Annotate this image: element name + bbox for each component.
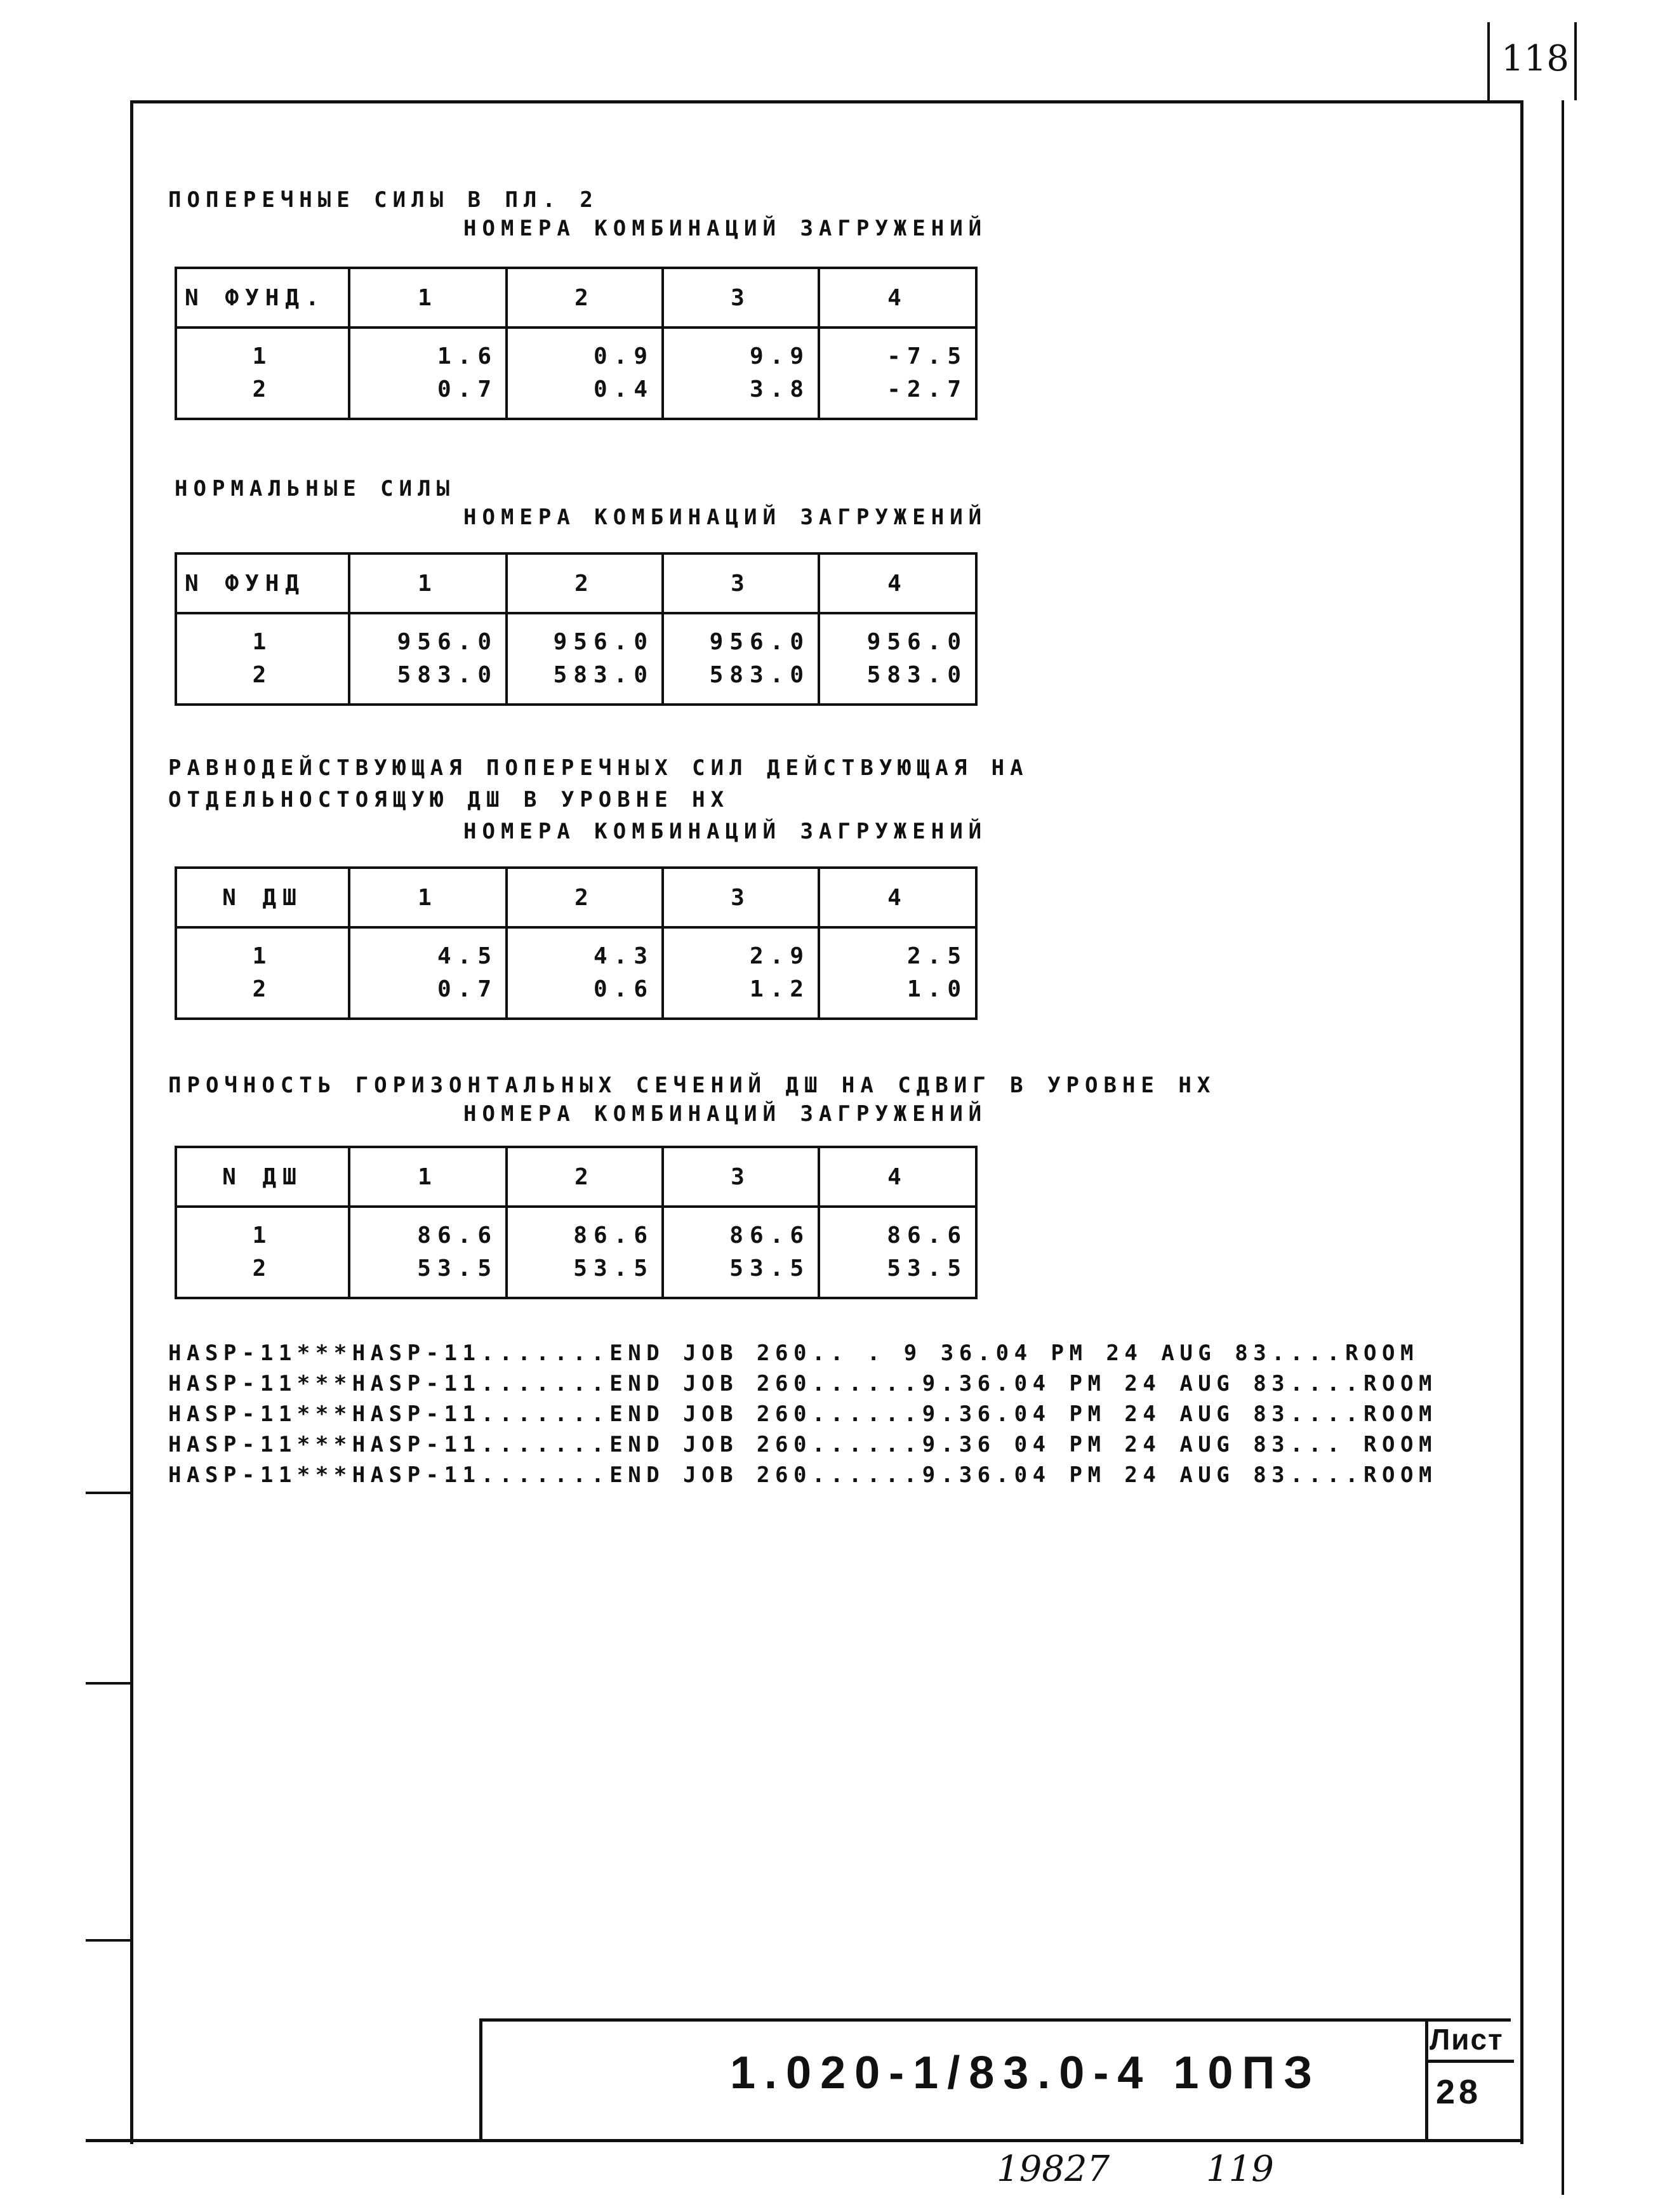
section-3-title: РАВНОДЕЙСТВУЮЩАЯ ПОПЕРЕЧНЫХ СИЛ ДЕЙСТВУЮЩАЯ НА bbox=[168, 755, 1029, 781]
value-cell: 1.6 0.7 bbox=[349, 328, 507, 419]
value-cell: 9.9 3.8 bbox=[663, 328, 819, 419]
header-cell: 3 bbox=[663, 553, 819, 613]
document-code: 1.020-1/83.0-4 10ПЗ bbox=[730, 2048, 1322, 2098]
section-1-table bbox=[175, 267, 978, 420]
page-number-box-right bbox=[1574, 22, 1577, 100]
value-cell: 0.9 0.4 bbox=[507, 328, 663, 419]
header-cell: 1 bbox=[349, 268, 507, 328]
header-cell: 2 bbox=[507, 553, 663, 613]
job-log bbox=[168, 1308, 1437, 1521]
section-3-table bbox=[175, 866, 978, 1020]
binding-tick bbox=[86, 1939, 133, 1942]
header-cell: 2 bbox=[507, 868, 663, 927]
sheet-box-divider bbox=[1425, 2060, 1514, 2063]
value-cell: 4.5 0.7 bbox=[349, 927, 507, 1019]
footer-number-right: 119 bbox=[1206, 2149, 1274, 2190]
log-line: HASP-11***HASP-11.......END JOB 260......9.36 04 PM 24 AUG 83... ROOM bbox=[168, 1432, 1437, 1457]
section-1-title: ПОПЕРЕЧНЫЕ СИЛЫ В ПЛ. 2 bbox=[168, 187, 599, 213]
header-cell: N ФУНД bbox=[176, 553, 349, 613]
value-cell: 86.6 53.5 bbox=[349, 1207, 507, 1298]
page-number: 118 bbox=[1501, 38, 1569, 79]
log-line: HASP-11***HASP-11.......END JOB 260......9.36.04 PM 24 AUG 83....ROOM bbox=[168, 1462, 1437, 1488]
row-ids-cell: 1 2 bbox=[176, 927, 349, 1019]
header-cell: 3 bbox=[663, 1147, 819, 1207]
header-cell: 4 bbox=[819, 1147, 976, 1207]
row-ids-cell: 1 2 bbox=[176, 1207, 349, 1298]
header-cell: 1 bbox=[349, 1147, 507, 1207]
value-cell: 86.6 53.5 bbox=[663, 1207, 819, 1298]
header-cell: 2 bbox=[507, 1147, 663, 1207]
header-cell: 2 bbox=[507, 268, 663, 328]
section-1-subtitle: НОМЕРА КОМБИНАЦИЙ ЗАГРУЖЕНИЙ bbox=[463, 216, 988, 241]
section-4-title: ПРОЧНОСТЬ ГОРИЗОНТАЛЬНЫХ СЕЧЕНИЙ ДШ НА СДВИГ В УРОВНЕ НХ bbox=[168, 1073, 1216, 1098]
value-cell: 2.5 1.0 bbox=[819, 927, 976, 1019]
log-line: HASP-11***HASP-11.......END JOB 260......9.36.04 PM 24 AUG 83....ROOM bbox=[168, 1371, 1437, 1396]
footer-number-left: 19827 bbox=[997, 2149, 1110, 2190]
header-cell: 3 bbox=[663, 868, 819, 927]
log-line: HASP-11***HASP-11.......END JOB 260......9.36.04 PM 24 AUG 83....ROOM bbox=[168, 1401, 1437, 1427]
header-cell: 4 bbox=[819, 553, 976, 613]
header-cell: N ДШ bbox=[176, 1147, 349, 1207]
value-cell: 956.0 583.0 bbox=[819, 613, 976, 705]
section-4-table bbox=[175, 1146, 978, 1299]
section-2-subtitle: НОМЕРА КОМБИНАЦИЙ ЗАГРУЖЕНИЙ bbox=[463, 505, 988, 530]
page-number-box-left bbox=[1487, 22, 1490, 100]
header-cell: 1 bbox=[349, 553, 507, 613]
sheet-box-left bbox=[1425, 2018, 1428, 2139]
sheet-number: 28 bbox=[1436, 2073, 1482, 2111]
header-cell: 1 bbox=[349, 868, 507, 927]
log-line: HASP-11***HASP-11.......END JOB 260.. . 9 36.04 PM 24 AUG 83....ROOM bbox=[168, 1341, 1419, 1366]
value-cell: 4.3 0.6 bbox=[507, 927, 663, 1019]
row-ids-cell: 1 2 bbox=[176, 328, 349, 419]
value-cell: 956.0 583.0 bbox=[663, 613, 819, 705]
sheet-label: Лист bbox=[1430, 2023, 1504, 2056]
right-margin-line bbox=[1562, 100, 1564, 2195]
value-cell: -7.5 -2.7 bbox=[819, 328, 976, 419]
header-cell: 4 bbox=[819, 268, 976, 328]
binding-tick bbox=[86, 1682, 133, 1685]
header-cell: N ДШ bbox=[176, 868, 349, 927]
section-3-title-line2: ОТДЕЛЬНОСТОЯЩУЮ ДШ В УРОВНЕ НХ bbox=[168, 787, 730, 812]
header-cell: 4 bbox=[819, 868, 976, 927]
section-2-title: НОРМАЛЬНЫЕ СИЛЫ bbox=[175, 476, 456, 501]
header-cell: 3 bbox=[663, 268, 819, 328]
section-2-table bbox=[175, 552, 978, 706]
section-4-subtitle: НОМЕРА КОМБИНАЦИЙ ЗАГРУЖЕНИЙ bbox=[463, 1101, 988, 1127]
section-3-subtitle: НОМЕРА КОМБИНАЦИЙ ЗАГРУЖЕНИЙ bbox=[463, 819, 988, 844]
value-cell: 86.6 53.5 bbox=[819, 1207, 976, 1298]
value-cell: 956.0 583.0 bbox=[349, 613, 507, 705]
value-cell: 2.9 1.2 bbox=[663, 927, 819, 1019]
binding-tick bbox=[86, 1492, 133, 1494]
value-cell: 956.0 583.0 bbox=[507, 613, 663, 705]
header-cell: N ФУНД. bbox=[176, 268, 349, 328]
value-cell: 86.6 53.5 bbox=[507, 1207, 663, 1298]
row-ids-cell: 1 2 bbox=[176, 613, 349, 705]
